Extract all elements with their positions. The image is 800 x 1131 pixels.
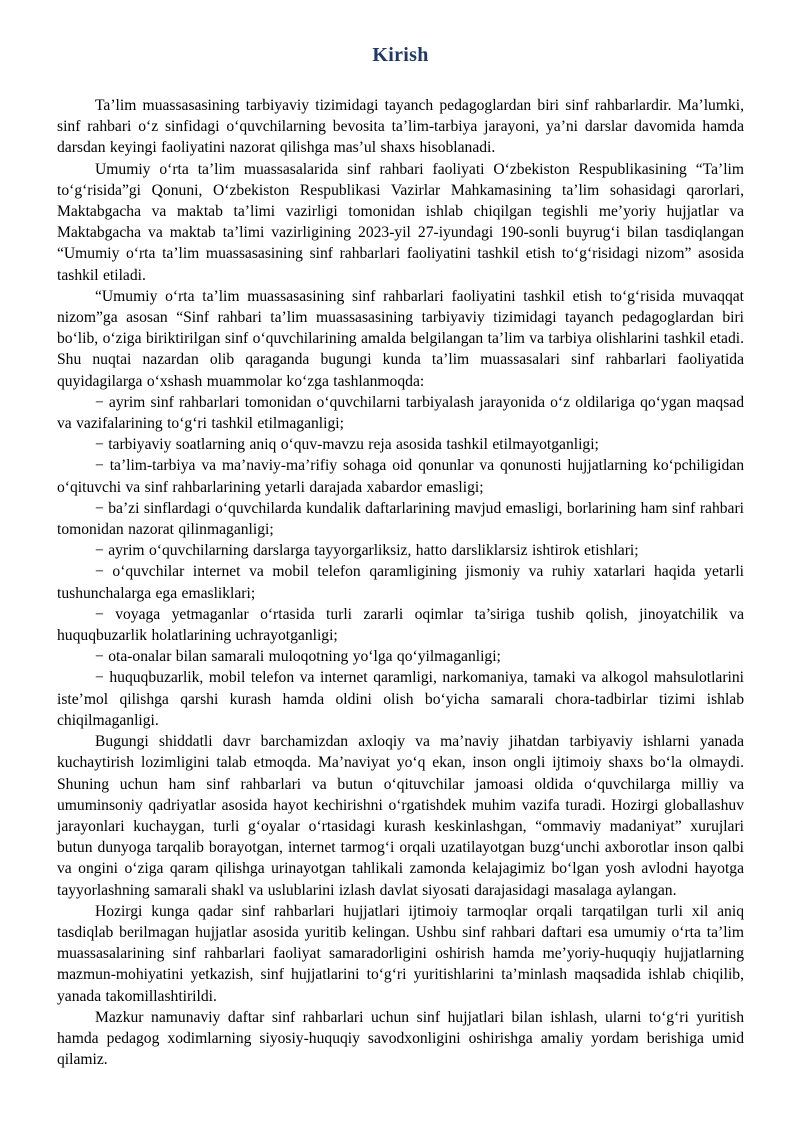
paragraph: Bugungi shiddatli davr barchamizdan axloqiy va ma’naviy jihatdan tarbiyaviy ishlarni yanada kuchaytirish lozimligini talab etmoqda. Ma’naviyat yoʻq ekan, inson ongli ijtimoiy shaxs boʻla olmaydi. Shuning uchun ham sinf rahbarlari va butun oʻqituvchilar jamoasi oldida oʻquvchilarga milliy va umuminsoniy qadriyatlar asosida hayot kechirishni oʻrgatishdek muhim vazifa turadi. Hozirgi globallashuv jarayonlari kuchaygan, turli gʻoyalar oʻrtasidagi kurash keskinlashgan, “ommaviy madaniyat” xurujlari butun dunyoga tarqalib borayotgan, internet tarmogʻi orqali uzatilayotgan buzgʻunchi axborotlar inson qalbi va ongini oʻziga qaram qilishga urinayotgan tahlikali zamonda kelajagimiz boʻlgan yosh avlodni hayotga tayyorlashning samarali shakl va uslublarini izlash davlat siyosati darajasidagi masalaga aylangan. — [57, 733, 744, 899]
list-item: − ayrim oʻquvchilarning darslarga tayyorgarliksiz, hatto darsliklarsiz ishtirok etishlari; — [95, 542, 639, 560]
paragraph: Hozirgi kunga qadar sinf rahbarlari hujjatlari ijtimoiy tarmoqlar orqali tarqatilgan turli xil aniq tasdiqlab berilmagan hujjatlar asosida yuritib kelingan. Ushbu sinf rahbari daftari esa umumiy oʻrta ta’lim muassasalarining sinf rahbarlari faoliyat samaradorligini oshirish hamda me’yoriy-huquqiy hujjatlarning mazmun-mohiyatini yetkazish, sinf hujjatlarini toʻgʻri yuritishlarini ta’minlash maqsadida ishlab chiqilib, yanada takomillashtirildi. — [57, 902, 744, 1005]
document-body — [57, 95, 744, 1070]
list-item: − oʻquvchilar internet va mobil telefon qaramligining jismoniy va ruhiy xatarlari haqida yetarli tushunchalarga ega emasliklari; — [57, 563, 744, 602]
list-item: − ta’lim-tarbiya va ma’naviy-ma’rifiy sohaga oid qonunlar va qonunosti hujjatlarning koʻpchiligidan oʻqituvchi va sinf rahbarlarining yetarli darajada xabardor emasligi; — [57, 457, 744, 496]
paragraph: Umumiy oʻrta ta’lim muassasalarida sinf rahbari faoliyati Oʻzbekiston Respublikasining “Ta’lim toʻgʻrisida”gi Qonuni, Oʻzbekiston Respublikasi Vazirlar Mahkamasining ta’lim sohasidagi qarorlari, Maktabgacha va maktab ta’limi vazirligi tomonidan ishlab chiqilgan tegishli me’yoriy hujjatlar va Maktabgacha va maktab ta’limi vazirligining 2023-yil 27-iyundagi 190-sonli buyrugʻi bilan tasdiqlangan “Umumiy oʻrta ta’lim muassasasining sinf rahbarlari faoliyatini tashkil etish toʻgʻrisidagi nizom” asosida tashkil etiladi. — [57, 160, 744, 284]
paragraph: Ta’lim muassasasining tarbiyaviy tizimidagi tayanch pedagoglardan biri sinf rahbarlardir. Ma’lumki, sinf rahbari oʻz sinfidagi oʻquvchilarning bevosita ta’lim-tarbiya jarayoni, ya’ni darslar davomida hamda darsdan keyingi faoliyatini nazorat qilishga mas’ul shaxs hisoblanadi. — [57, 97, 744, 157]
paragraph: Mazkur namunaviy daftar sinf rahbarlari uchun sinf hujjatlari bilan ishlash, ularni toʻgʻri yuritish hamda pedagog xodimlarning siyosiy-huquqiy savodxonligini oshirishga amaliy yordam berishiga umid qilamiz. — [57, 1008, 744, 1069]
page-title: Kirish — [372, 44, 429, 66]
list-item: − tarbiyaviy soatlarning aniq oʻquv-mavzu reja asosida tashkil etilmayotganligi; — [95, 436, 599, 454]
list-item: − huquqbuzarlik, mobil telefon va internet qaramligi, narkomaniya, tamaki va alkogol mahsulotlarini iste’mol qilishga qarshi kurash hamda oldini olish boʻyicha samarali chora-tadbirlar tizimi ishlab chiqilmaganligi. — [57, 669, 744, 729]
list-item: − ayrim sinf rahbarlari tomonidan oʻquvchilarni tarbiyalash jarayonida oʻz oldilariga qoʻygan maqsad va vazifalarining toʻgʻri tashkil etilmaganligi; — [57, 393, 744, 433]
list-item: − voyaga yetmaganlar oʻrtasida turli zararli oqimlar ta’siriga tushib qolish, jinoyatchilik va huquqbuzarlik holatlarining uchrayotganligi; — [57, 605, 744, 645]
list-item: − ba’zi sinflardagi oʻquvchilarda kundalik daftarlarining mavjud emasligi, borlarining ham sinf rahbari tomonidan nazorat qilinmaganligi; — [57, 499, 744, 539]
paragraph: “Umumiy oʻrta ta’lim muassasasining sinf rahbarlari faoliyatini tashkil etish toʻgʻrisida muvaqqat nizom”ga asosan “Sinf rahbari ta’lim muassasasining tarbiyaviy tizimidagi tayanch pedagoglardan biri boʻlib, oʻziga biriktirilgan sinf oʻquvchilarining amalda belgilangan ta’lim va tarbiya olishlarini tashkil etadi. Shu nuqtai nazardan olib qaraganda bugungi kunda ta’lim muassasalari sinf rahbarlari faoliyatida quyidagilarga oʻxshash muammolar koʻzga tashlanmoqda: — [57, 287, 744, 390]
list-item: − ota-onalar bilan samarali muloqotning yoʻlga qoʻyilmaganligi; — [95, 648, 501, 666]
